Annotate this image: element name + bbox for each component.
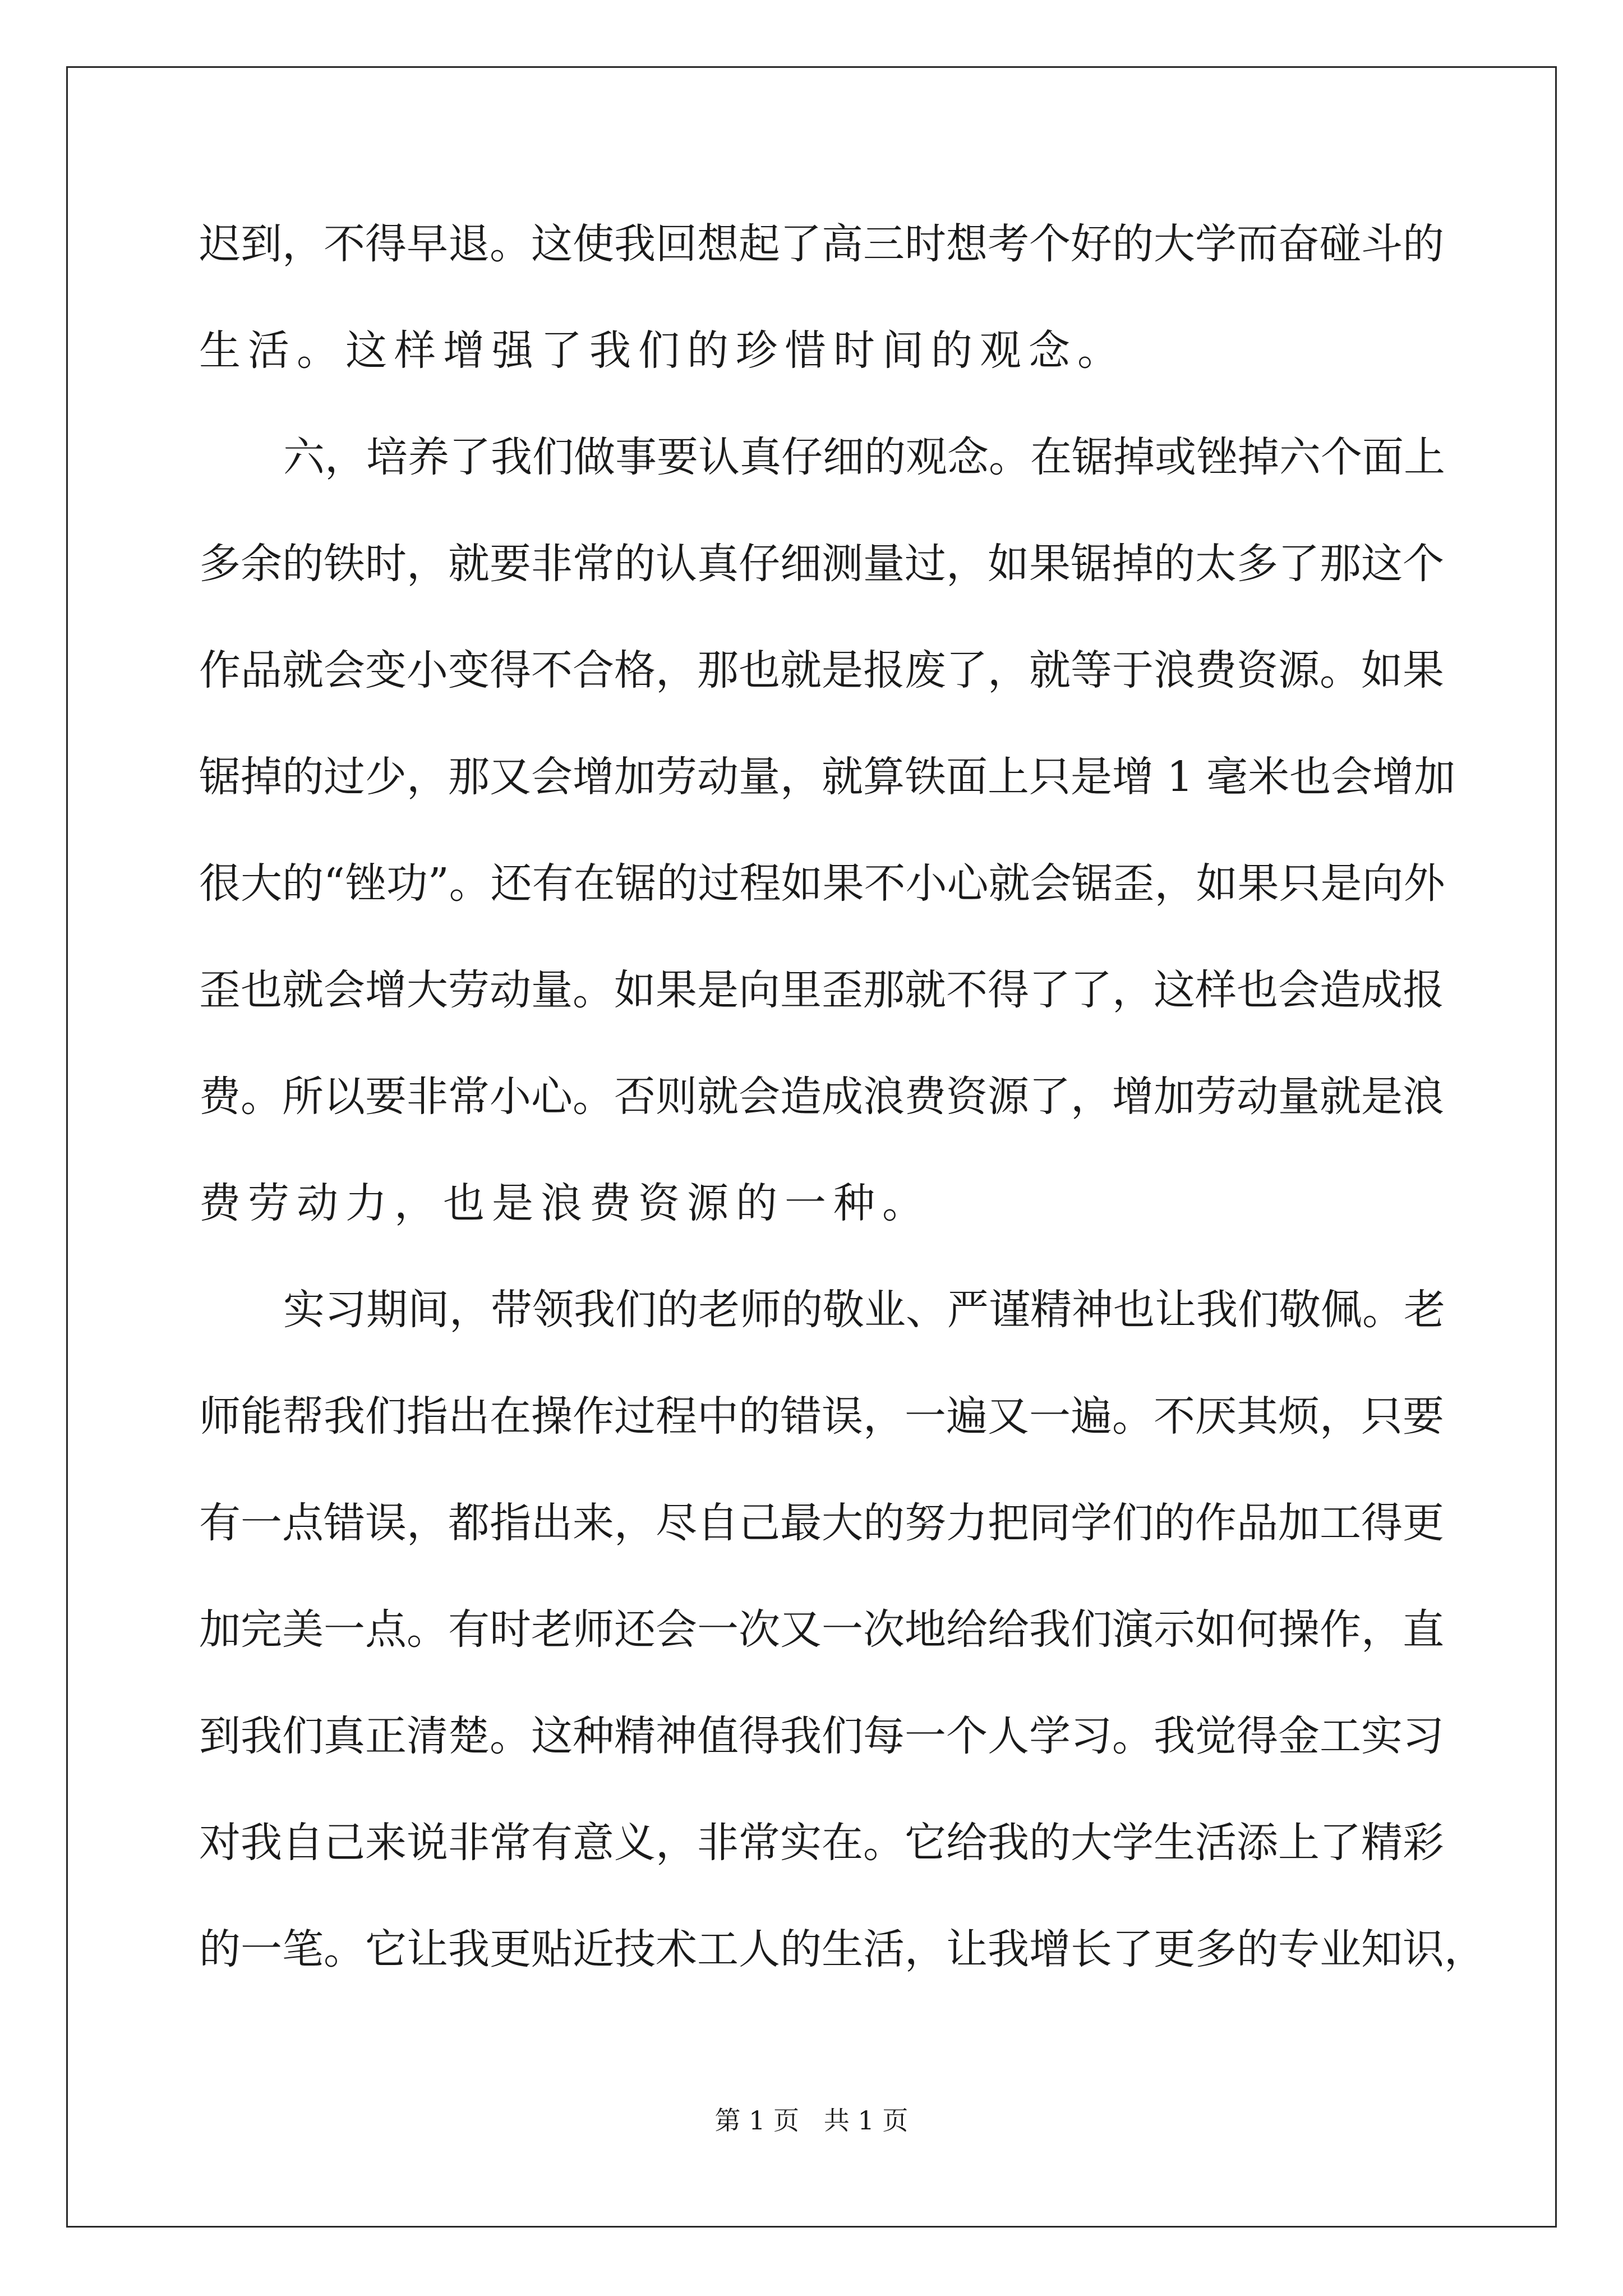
page-footer: 第 1 页 共 1 页 — [714, 2105, 909, 2136]
text-line-13: 有一点错误，都指出来，尽自己最大的努力把同学们的作品加工得更 — [199, 1499, 1444, 1547]
text-line-9: 费。所以要非常小心。否则就会造成浪费资源了，增加劳动量就是浪 — [199, 1073, 1444, 1121]
text-line-10: 费劳动力，也是浪费资源的一种。 — [199, 1179, 931, 1227]
text-line-14: 加完美一点。有时老师还会一次又一次地给给我们演示如何操作，直 — [199, 1605, 1444, 1654]
text-line-8: 歪也就会增大劳动量。如果是向里歪那就不得了了，这样也会造成报 — [199, 966, 1444, 1014]
text-line-1: 迟到，不得早退。这使我回想起了高三时想考个好的大学而奋碰斗的 — [199, 220, 1444, 268]
text-line-5: 作品就会变小变得不合格，那也就是报废了，就等于浪费资源。如果 — [199, 646, 1444, 694]
text-line-6: 锯掉的过少，那又会增加劳动量，就算铁面上只是增 1 毫米也会增加 — [199, 753, 1456, 801]
document-body — [199, 210, 1486, 2022]
text-line-2: 生活。这样增强了我们的珍惜时间的观念。 — [199, 326, 1126, 375]
text-line-12: 师能帮我们指出在操作过程中的错误，一遍又一遍。不厌其烦，只要 — [199, 1392, 1444, 1441]
text-line-16: 对我自己来说非常有意义，非常实在。它给我的大学生活添上了精彩 — [199, 1819, 1444, 1867]
text-line-17: 的一笔。它让我更贴近技术工人的生活，让我增长了更多的专业知识， — [199, 1925, 1486, 1973]
text-line-15: 到我们真正清楚。这种精神值得我们每一个人学习。我觉得金工实习 — [199, 1712, 1444, 1760]
text-line-7: 很大的“锉功”。还有在锯的过程如果不小心就会锯歪，如果只是向外 — [199, 859, 1445, 908]
text-line-3: 六，培养了我们做事要认真仔细的观念。在锯掉或锉掉六个面上 — [283, 433, 1445, 481]
text-line-4: 多余的铁时，就要非常的认真仔细测量过，如果锯掉的太多了那这个 — [199, 540, 1444, 588]
text-line-11: 实习期间，带领我们的老师的敬业、严谨精神也让我们敬佩。老 — [283, 1286, 1445, 1334]
